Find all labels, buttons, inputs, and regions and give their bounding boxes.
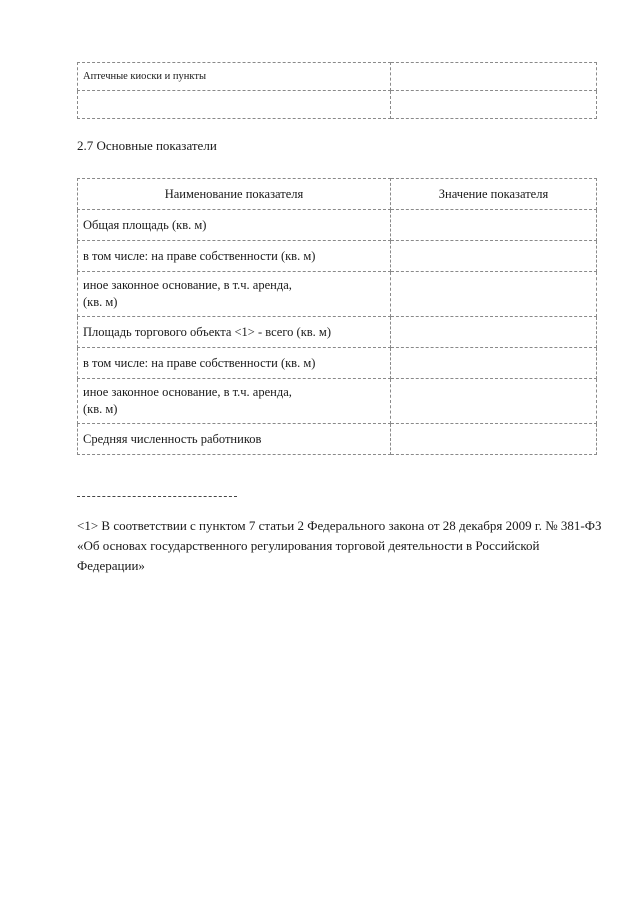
indicator-row xyxy=(78,241,597,272)
indicator-value-cell xyxy=(391,210,597,241)
indicator-row xyxy=(78,424,597,455)
indicator-row xyxy=(78,379,597,424)
kiosk-label-cell xyxy=(78,91,391,119)
indicator-label-cell: иное законное основание, в т.ч. аренда, (кв. м) xyxy=(78,379,391,424)
header-indicator-name: Наименование показателя xyxy=(78,179,391,210)
kiosk-value-cell xyxy=(391,91,597,119)
kiosk-row xyxy=(78,63,597,91)
indicator-value-cell xyxy=(391,317,597,348)
indicator-label-cell: Площадь торгового объекта <1> - всего (кв. м) xyxy=(78,317,391,348)
indicator-label-cell: в том числе: на праве собственности (кв. м) xyxy=(78,241,391,272)
kiosk-value-cell xyxy=(391,63,597,91)
indicator-row xyxy=(78,317,597,348)
indicator-label-cell: иное законное основание, в т.ч. аренда, (кв. м) xyxy=(78,272,391,317)
indicator-label-cell: в том числе: на праве собственности (кв. м) xyxy=(78,348,391,379)
indicator-value-cell xyxy=(391,272,597,317)
indicator-value-cell xyxy=(391,379,597,424)
indicators-table-body xyxy=(78,210,597,455)
kiosk-table xyxy=(77,62,597,119)
section-title: 2.7 Основные показатели xyxy=(77,138,217,153)
indicators-header-row xyxy=(78,179,597,210)
kiosk-row xyxy=(78,91,597,119)
indicator-value-cell xyxy=(391,348,597,379)
indicators-table xyxy=(77,178,597,455)
indicator-row xyxy=(78,272,597,317)
footnote-separator xyxy=(77,496,237,497)
indicator-row xyxy=(78,348,597,379)
indicator-row xyxy=(78,210,597,241)
indicator-label-cell: Общая площадь (кв. м) xyxy=(78,210,391,241)
footnote-text: <1> В соответствии с пунктом 7 статьи 2 Федерального закона от 28 декабря 2009 г. № 381-ФЗ «Об основах государственного регулирования торговой деятельности в Российской Федерации» xyxy=(77,518,602,573)
kiosk-table-body xyxy=(78,63,597,119)
indicator-value-cell xyxy=(391,424,597,455)
header-indicator-value: Значение показателя xyxy=(391,179,597,210)
indicator-value-cell xyxy=(391,241,597,272)
kiosk-label-cell: Аптечные киоски и пункты xyxy=(78,63,391,91)
indicator-label-cell: Средняя численность работников xyxy=(78,424,391,455)
